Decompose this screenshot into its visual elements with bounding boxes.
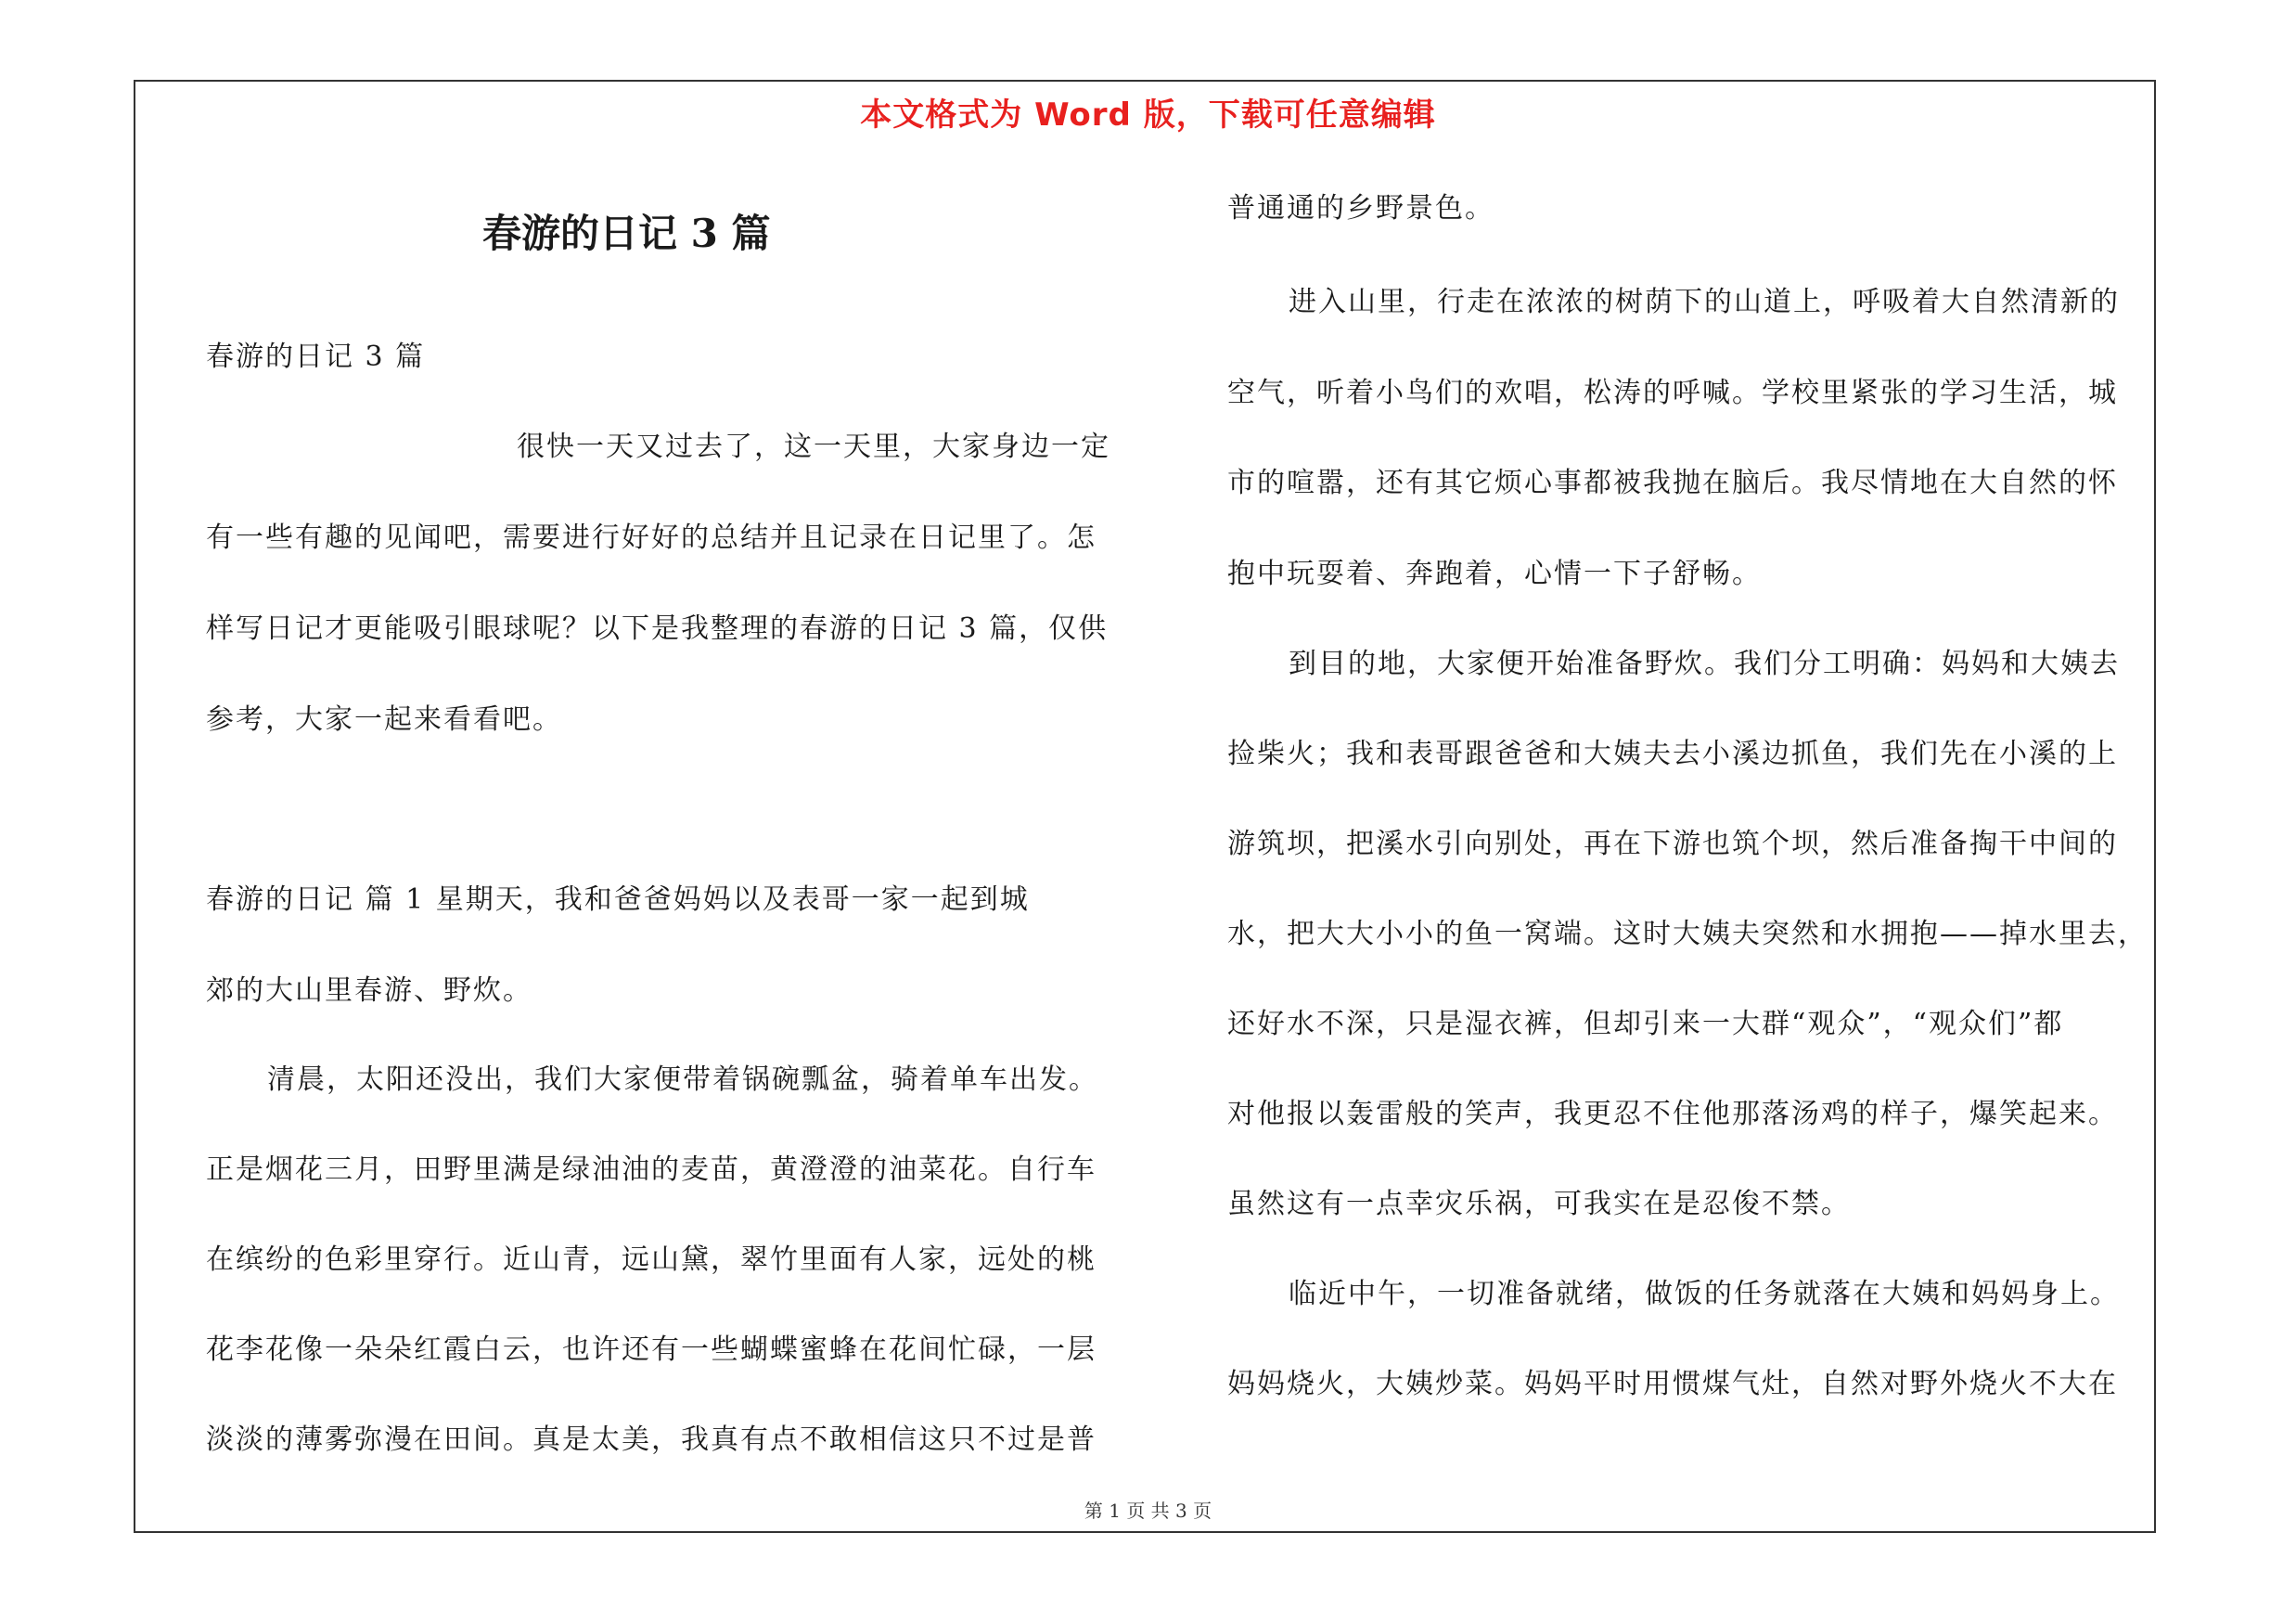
- body-line: 春游的日记 篇 1 星期天，我和爸爸妈妈以及表哥一家一起到城: [206, 883, 1030, 916]
- body-line: 有一些有趣的见闻吧，需要进行好好的总结并且记录在日记里了。怎: [206, 522, 1097, 554]
- body-line: 捡柴火；我和表哥跟爸爸和大姨夫去小溪边抓鱼，我们先在小溪的上: [1227, 738, 2118, 770]
- body-line: 春游的日记 3 篇: [206, 341, 426, 373]
- body-line: 临近中午，一切准备就绪，做饭的任务就落在大姨和妈妈身上。: [1289, 1278, 2120, 1310]
- body-line: 花李花像一朵朵红霞白云，也许还有一些蝴蝶蜜蜂在花间忙碌，一层: [206, 1333, 1097, 1366]
- body-line: 进入山里，行走在浓浓的树荫下的山道上，呼吸着大自然清新的: [1289, 286, 2120, 318]
- body-line: 正是烟花三月，田野里满是绿油油的麦苗，黄澄澄的油菜花。自行车: [206, 1153, 1097, 1186]
- body-line: 到目的地，大家便开始准备野炊。我们分工明确：妈妈和大姨去: [1289, 648, 2120, 680]
- body-line: 空气，听着小鸟们的欢唱，松涛的呼喊。学校里紧张的学习生活，城: [1227, 377, 2118, 409]
- body-line: 样写日记才更能吸引眼球呢？以下是我整理的春游的日记 3 篇，仅供: [206, 612, 1109, 645]
- body-line: 游筑坝，把溪水引向别处，再在下游也筑个坝，然后准备掏干中间的: [1227, 828, 2118, 860]
- format-notice-banner: 本文格式为 Word 版，下载可任意编辑: [860, 97, 1436, 134]
- body-line: 很快一天又过去了，这一天里，大家身边一定: [517, 431, 1110, 463]
- body-line: 抱中玩耍着、奔跑着，心情一下子舒畅。: [1227, 558, 1762, 590]
- body-line: 郊的大山里春游、野炊。: [206, 974, 532, 1007]
- body-line: 对他报以轰雷般的笑声，我更忍不住他那落汤鸡的样子，爆笑起来。: [1227, 1098, 2118, 1130]
- body-line: 在缤纷的色彩里穿行。近山青，远山黛，翠竹里面有人家，远处的桃: [206, 1243, 1097, 1276]
- body-line: 妈妈烧火，大姨炒菜。妈妈平时用惯煤气灶，自然对野外烧火不大在: [1227, 1368, 2118, 1400]
- body-line: 淡淡的薄雾弥漫在田间。真是太美，我真有点不敢相信这只不过是普: [206, 1423, 1097, 1456]
- body-line: 虽然这有一点幸灾乐祸，可我实在是忍俊不禁。: [1227, 1188, 1851, 1220]
- document-title: 春游的日记 3 篇: [482, 211, 771, 256]
- body-line: 清晨，太阳还没出，我们大家便带着锅碗瓢盆，骑着单车出发。: [267, 1063, 1098, 1096]
- body-line: 参考，大家一起来看看吧。: [206, 703, 562, 736]
- body-line: 还好水不深，只是湿衣裤，但却引来一大群“观众”，“观众们”都: [1227, 1008, 2064, 1040]
- page-number-footer: 第 1 页 共 3 页: [1084, 1500, 1212, 1522]
- body-line: 市的喧嚣，还有其它烦心事都被我抛在脑后。我尽情地在大自然的怀: [1227, 467, 2118, 499]
- body-line: 水，把大大小小的鱼一窝端。这时大姨夫突然和水拥抱——掉水里去，: [1227, 918, 2148, 950]
- body-line: 普通通的乡野景色。: [1227, 192, 1494, 225]
